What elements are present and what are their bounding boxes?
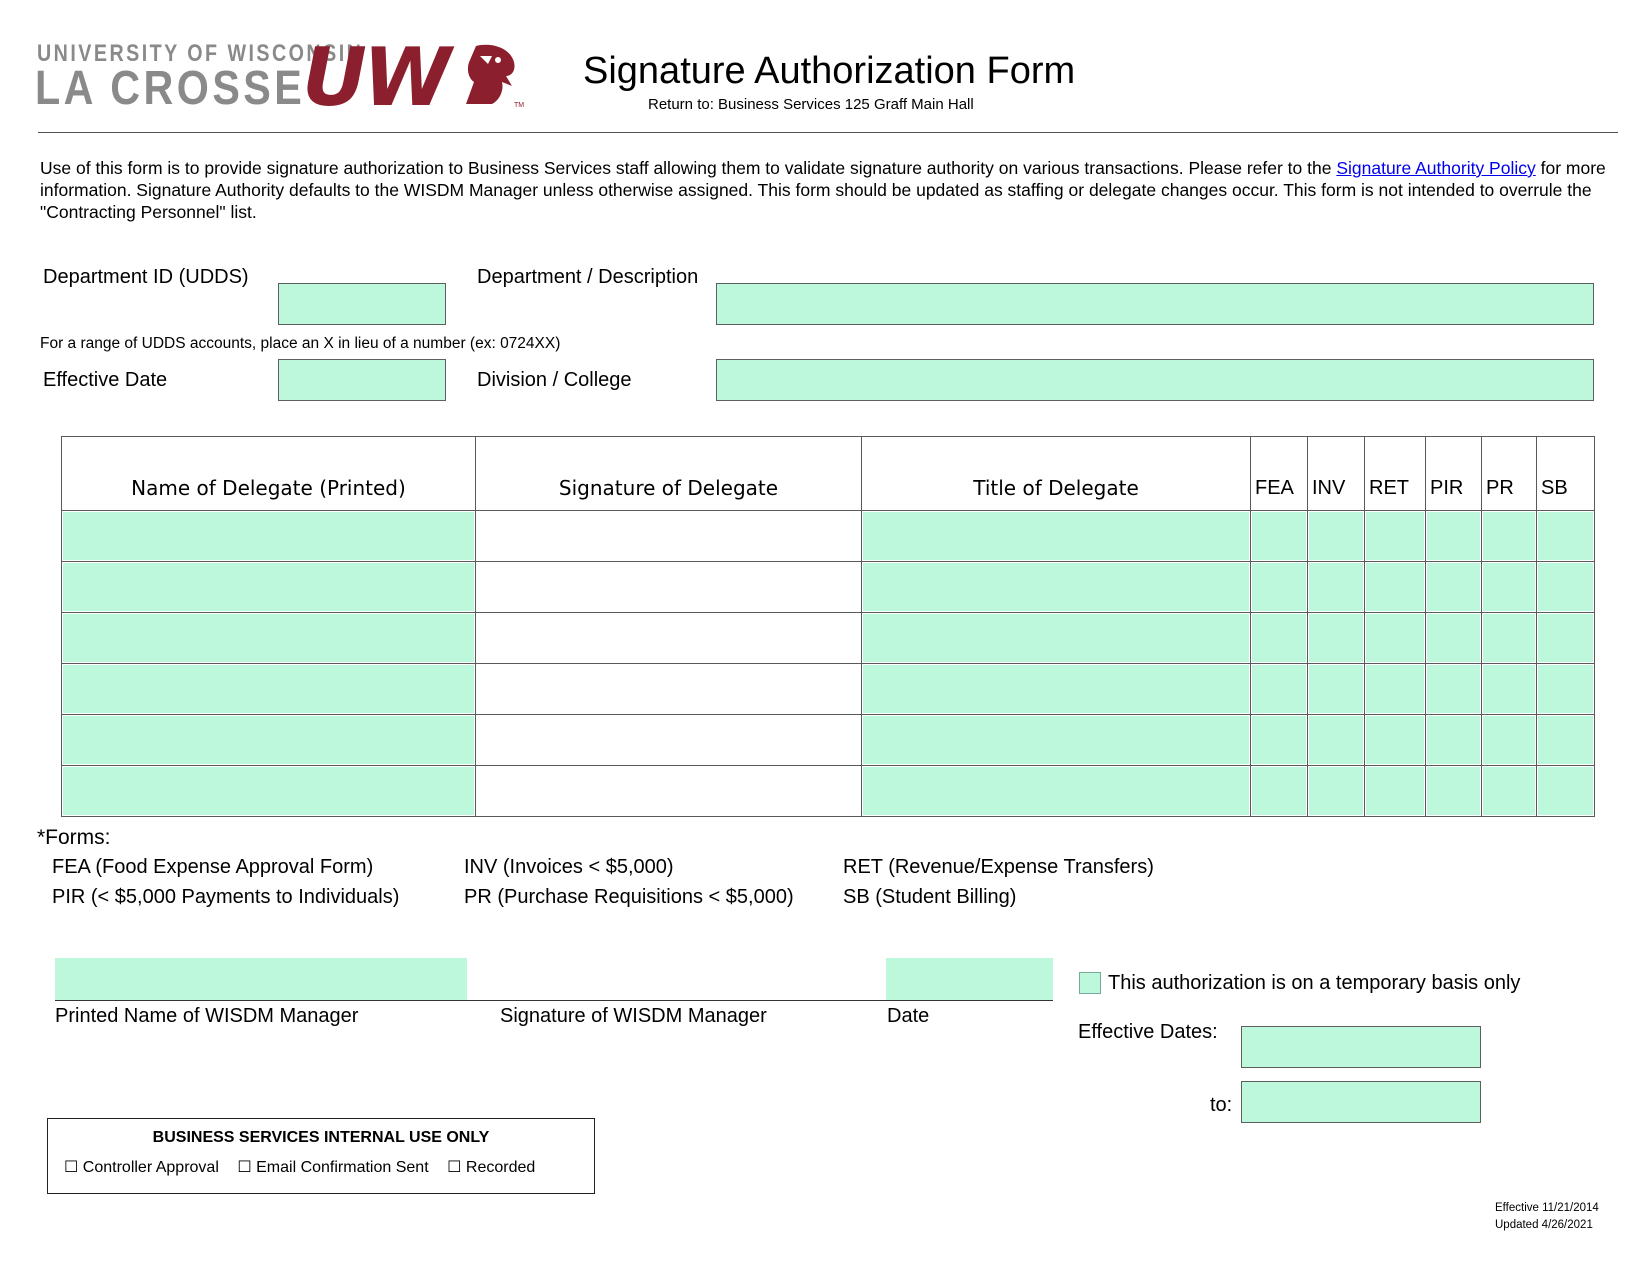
forms-heading: *Forms: <box>37 826 111 849</box>
cell-pr[interactable] <box>1482 613 1537 664</box>
fea-input[interactable] <box>1252 716 1306 764</box>
signature-area[interactable] <box>477 512 860 560</box>
page-title: Signature Authorization Form <box>583 50 1076 92</box>
cell-ret[interactable] <box>1365 715 1426 766</box>
cell-pir[interactable] <box>1426 766 1482 817</box>
name-input[interactable] <box>63 563 474 611</box>
dept-desc-input[interactable] <box>716 283 1594 325</box>
cell-signature[interactable] <box>476 613 862 664</box>
table-header-row <box>62 437 1595 511</box>
checkbox-icon: ☐ <box>64 1159 79 1176</box>
pir-input[interactable] <box>1427 665 1480 713</box>
pir-input[interactable] <box>1427 767 1480 815</box>
signature-area[interactable] <box>477 716 860 764</box>
sb-input[interactable] <box>1538 512 1593 560</box>
cell-fea[interactable] <box>1251 613 1308 664</box>
col-header-inv: INV <box>1308 437 1365 511</box>
division-label: Division / College <box>477 369 632 391</box>
dept-id-label: Department ID (UDDS) <box>43 266 249 288</box>
cell-fea[interactable] <box>1251 562 1308 613</box>
ret-input[interactable] <box>1366 767 1424 815</box>
cell-pr[interactable] <box>1482 766 1537 817</box>
cell-sb[interactable] <box>1537 715 1595 766</box>
cell-sb[interactable] <box>1537 664 1595 715</box>
manager-name-label: Printed Name of WISDM Manager <box>55 1005 359 1027</box>
inv-input[interactable] <box>1309 716 1363 764</box>
cell-signature[interactable] <box>476 562 862 613</box>
name-input[interactable] <box>63 665 474 713</box>
pr-input[interactable] <box>1483 512 1535 560</box>
sb-input[interactable] <box>1538 665 1593 713</box>
cell-name[interactable] <box>62 766 476 817</box>
forms-item-pr: PR (Purchase Requisitions < $5,000) <box>464 886 794 908</box>
cell-signature[interactable] <box>476 766 862 817</box>
col-header-pr: PR <box>1482 437 1537 511</box>
cell-signature[interactable] <box>476 715 862 766</box>
col-header-ret: RET <box>1365 437 1426 511</box>
cell-title[interactable] <box>862 664 1251 715</box>
manager-date-label: Date <box>887 1005 930 1027</box>
cell-inv[interactable] <box>1308 715 1365 766</box>
ret-input[interactable] <box>1366 716 1424 764</box>
cell-sb[interactable] <box>1537 562 1595 613</box>
signature-area[interactable] <box>477 614 860 662</box>
temporary-checkbox[interactable] <box>1079 972 1101 994</box>
table-row <box>62 664 1595 715</box>
cell-inv[interactable] <box>1308 664 1365 715</box>
pr-input[interactable] <box>1483 716 1535 764</box>
cell-pir[interactable] <box>1426 613 1482 664</box>
cell-title[interactable] <box>862 715 1251 766</box>
logo-trademark: TM <box>514 102 525 109</box>
fea-input[interactable] <box>1252 614 1306 662</box>
cell-pir[interactable] <box>1426 664 1482 715</box>
division-input[interactable] <box>716 359 1594 401</box>
title-input[interactable] <box>863 716 1249 764</box>
forms-item-inv: INV (Invoices < $5,000) <box>464 856 674 878</box>
option-label: Recorded <box>465 1159 536 1176</box>
manager-signature-area[interactable] <box>467 958 886 1000</box>
cell-ret[interactable] <box>1365 562 1426 613</box>
title-input[interactable] <box>863 614 1249 662</box>
fea-input[interactable] <box>1252 563 1306 611</box>
cell-pr[interactable] <box>1482 511 1537 562</box>
manager-date-input[interactable] <box>886 958 1053 1000</box>
forms-item-pir: PIR (< $5,000 Payments to Individuals) <box>52 886 400 908</box>
dept-id-input[interactable] <box>278 283 446 325</box>
cell-name[interactable] <box>62 715 476 766</box>
intro-text-before: Use of this form is to provide signature authorization to Business Services staff allowing them to validate signature authority on various transactions. Please refer to the <box>40 158 1337 178</box>
inv-input[interactable] <box>1309 767 1363 815</box>
cell-ret[interactable] <box>1365 613 1426 664</box>
footer-effective: Effective 11/21/2014 <box>1495 1202 1599 1214</box>
inv-input[interactable] <box>1309 614 1363 662</box>
signature-line <box>55 1000 1053 1001</box>
pir-input[interactable] <box>1427 512 1480 560</box>
pr-input[interactable] <box>1483 665 1535 713</box>
manager-name-input[interactable] <box>55 958 467 1000</box>
sb-input[interactable] <box>1538 563 1593 611</box>
cell-ret[interactable] <box>1365 511 1426 562</box>
cell-sb[interactable] <box>1537 511 1595 562</box>
cell-signature[interactable] <box>476 511 862 562</box>
sb-input[interactable] <box>1538 767 1593 815</box>
title-input[interactable] <box>863 563 1249 611</box>
pir-input[interactable] <box>1427 614 1480 662</box>
return-address: Return to: Business Services 125 Graff Main Hall <box>648 96 974 113</box>
name-input[interactable] <box>63 716 474 764</box>
temporary-label: This authorization is on a temporary basis only <box>1108 972 1521 994</box>
cell-title[interactable] <box>862 511 1251 562</box>
cell-name[interactable] <box>62 613 476 664</box>
sb-input[interactable] <box>1538 716 1593 764</box>
effective-date-label: Effective Date <box>43 369 168 391</box>
option-label: Email Confirmation Sent <box>256 1159 429 1176</box>
table-row <box>62 766 1595 817</box>
intro-paragraph <box>40 157 1622 223</box>
col-header-signature: Signature of Delegate <box>476 437 862 511</box>
footer-dates <box>1495 1200 1599 1234</box>
pr-input[interactable] <box>1483 767 1535 815</box>
inv-input[interactable] <box>1309 512 1363 560</box>
forms-item-sb: SB (Student Billing) <box>843 886 1017 908</box>
pir-input[interactable] <box>1427 563 1480 611</box>
cell-signature[interactable] <box>476 664 862 715</box>
effective-from-input[interactable] <box>1241 1026 1481 1068</box>
sb-input[interactable] <box>1538 614 1593 662</box>
intro-text-after: for more information. Signature Authority defaults to the WISDM Manager unless otherwise assigned. This form should be updated as staffing or delegate changes occur. This form is not intended to overrule the "Contracting Personnel" list. <box>40 158 1606 222</box>
cell-name[interactable] <box>62 664 476 715</box>
cell-ret[interactable] <box>1365 664 1426 715</box>
cell-inv[interactable] <box>1308 613 1365 664</box>
footer-updated: Updated 4/26/2021 <box>1495 1219 1593 1231</box>
effective-to-label: to: <box>1210 1094 1233 1116</box>
effective-date-input[interactable] <box>278 359 446 401</box>
col-header-pir: PIR <box>1426 437 1482 511</box>
fea-input[interactable] <box>1252 512 1306 560</box>
name-input[interactable] <box>63 767 474 815</box>
cell-ret[interactable] <box>1365 766 1426 817</box>
logo-university-text: UNIVERSITY OF WISCONSIN <box>37 40 364 67</box>
table-row <box>62 562 1595 613</box>
cell-fea[interactable] <box>1251 715 1308 766</box>
signature-area[interactable] <box>477 563 860 611</box>
checkbox-icon: ☐ <box>447 1159 462 1176</box>
header-divider <box>38 132 1618 133</box>
cell-title[interactable] <box>862 562 1251 613</box>
eagle-icon <box>462 42 520 108</box>
effective-to-input[interactable] <box>1241 1081 1481 1123</box>
cell-name[interactable] <box>62 562 476 613</box>
dept-desc-label: Department / Description <box>477 266 699 288</box>
checkbox-icon: ☐ <box>237 1159 252 1176</box>
logo-campus-text: LA CROSSE <box>35 62 306 115</box>
email-confirmation-option[interactable] <box>237 1159 428 1176</box>
pr-input[interactable] <box>1483 563 1535 611</box>
forms-item-ret: RET (Revenue/Expense Transfers) <box>843 856 1154 878</box>
effective-dates-label: Effective Dates: <box>1078 1021 1218 1043</box>
internal-use-box <box>47 1118 595 1194</box>
signature-authority-policy-link[interactable]: Signature Authority Policy <box>1336 158 1536 178</box>
table-row <box>62 511 1595 562</box>
signature-area[interactable] <box>477 767 860 815</box>
cell-sb[interactable] <box>1537 613 1595 664</box>
ret-input[interactable] <box>1366 563 1424 611</box>
cell-inv[interactable] <box>1308 511 1365 562</box>
cell-fea[interactable] <box>1251 664 1308 715</box>
title-input[interactable] <box>863 767 1249 815</box>
table-row <box>62 613 1595 664</box>
ret-input[interactable] <box>1366 512 1424 560</box>
cell-name[interactable] <box>62 511 476 562</box>
ret-input[interactable] <box>1366 665 1424 713</box>
col-header-sb: SB <box>1537 437 1595 511</box>
cell-pir[interactable] <box>1426 562 1482 613</box>
controller-approval-option[interactable] <box>64 1159 219 1176</box>
cell-sb[interactable] <box>1537 766 1595 817</box>
manager-signature-label: Signature of WISDM Manager <box>500 1005 767 1027</box>
cell-fea[interactable] <box>1251 766 1308 817</box>
cell-inv[interactable] <box>1308 562 1365 613</box>
title-input[interactable] <box>863 512 1249 560</box>
cell-fea[interactable] <box>1251 511 1308 562</box>
delegate-table <box>61 436 1595 817</box>
ret-input[interactable] <box>1366 614 1424 662</box>
cell-title[interactable] <box>862 613 1251 664</box>
internal-use-options <box>64 1157 549 1177</box>
cell-pir[interactable] <box>1426 511 1482 562</box>
name-input[interactable] <box>63 614 474 662</box>
cell-title[interactable] <box>862 766 1251 817</box>
forms-item-fea: FEA (Food Expense Approval Form) <box>52 856 374 878</box>
inv-input[interactable] <box>1309 563 1363 611</box>
signature-area[interactable] <box>477 665 860 713</box>
col-header-fea: FEA <box>1251 437 1308 511</box>
udds-note: For a range of UDDS accounts, place an X in lieu of a number (ex: 0724XX) <box>40 335 561 352</box>
internal-use-heading: BUSINESS SERVICES INTERNAL USE ONLY <box>152 1129 490 1146</box>
cell-inv[interactable] <box>1308 766 1365 817</box>
logo-uw-mark: UW <box>302 31 448 124</box>
option-label: Controller Approval <box>82 1159 219 1176</box>
cell-pir[interactable] <box>1426 715 1482 766</box>
fea-input[interactable] <box>1252 767 1306 815</box>
fea-input[interactable] <box>1252 665 1306 713</box>
cell-pr[interactable] <box>1482 562 1537 613</box>
cell-pr[interactable] <box>1482 664 1537 715</box>
pr-input[interactable] <box>1483 614 1535 662</box>
cell-pr[interactable] <box>1482 715 1537 766</box>
title-input[interactable] <box>863 665 1249 713</box>
pir-input[interactable] <box>1427 716 1480 764</box>
recorded-option[interactable] <box>447 1159 535 1176</box>
inv-input[interactable] <box>1309 665 1363 713</box>
name-input[interactable] <box>63 512 474 560</box>
table-row <box>62 715 1595 766</box>
col-header-name: Name of Delegate (Printed) <box>62 437 476 511</box>
col-header-title: Title of Delegate <box>862 437 1251 511</box>
